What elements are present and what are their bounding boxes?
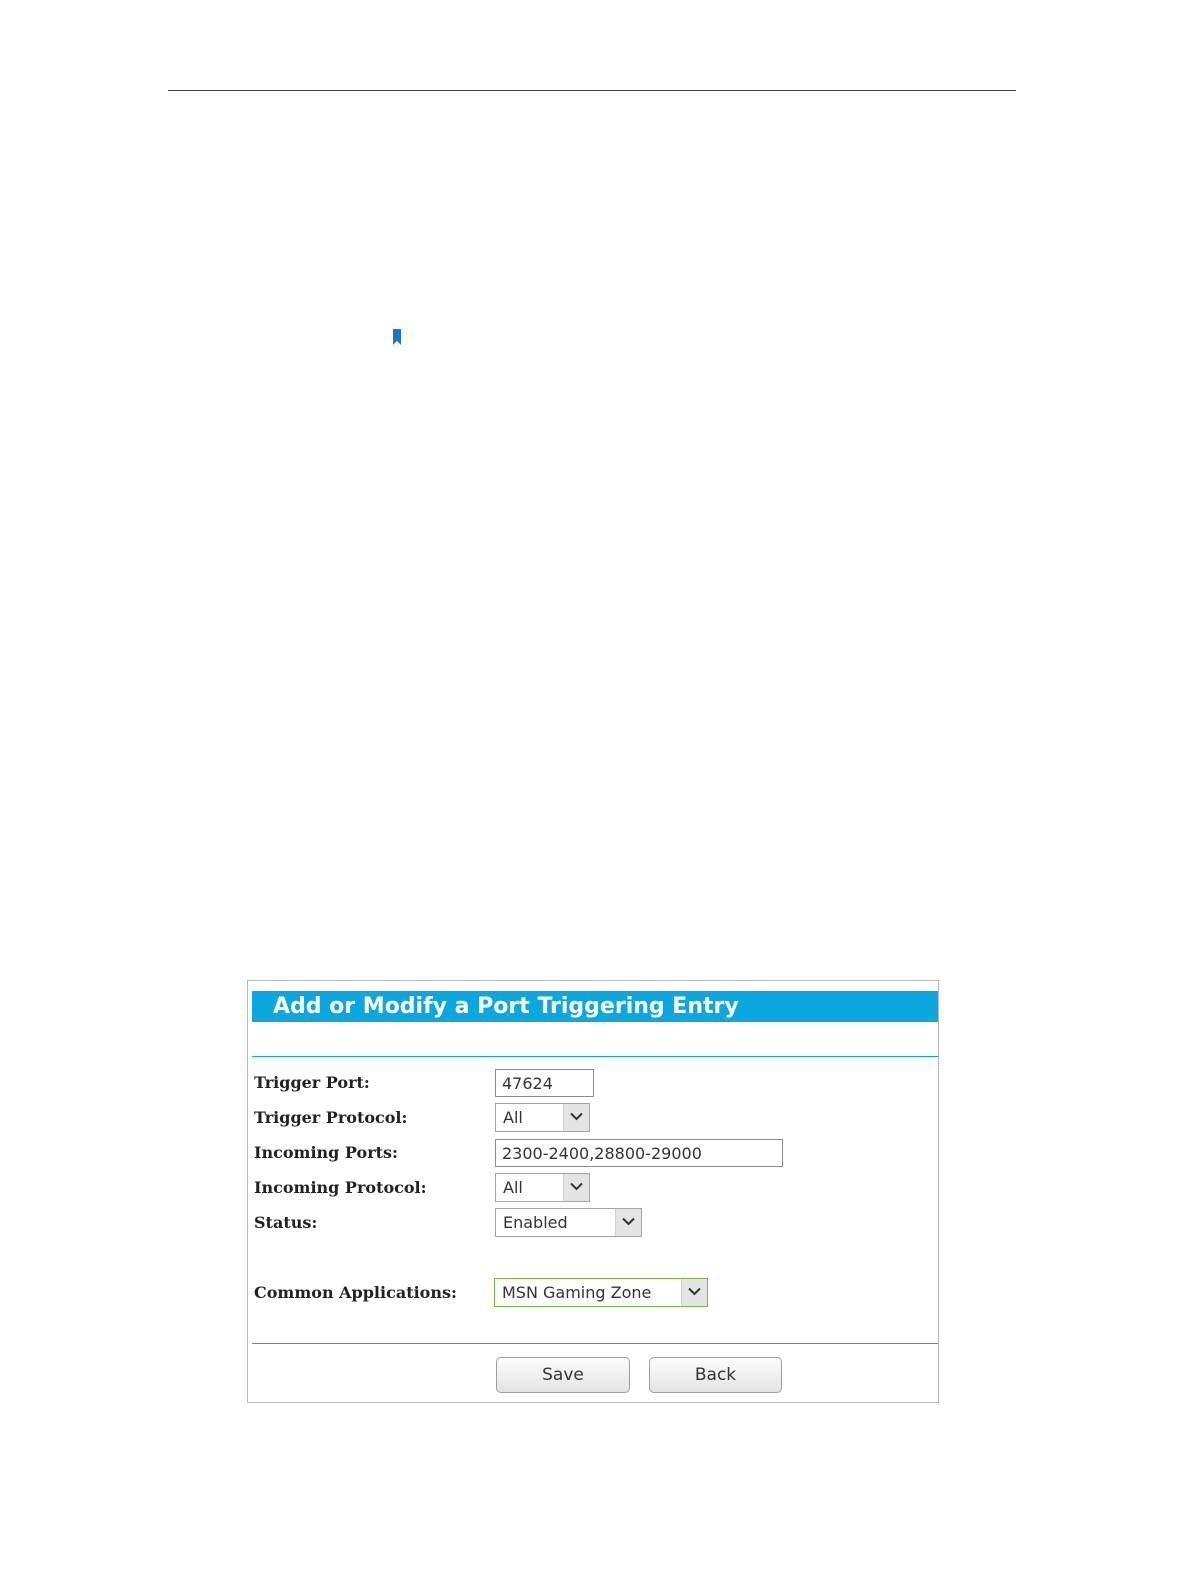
incoming-protocol-select[interactable]	[495, 1173, 590, 1202]
bookmark-icon	[392, 329, 402, 345]
chevron-down-icon[interactable]	[563, 1174, 589, 1201]
status-value: Enabled	[503, 1213, 568, 1232]
top-divider	[252, 1056, 938, 1057]
trigger-protocol-label: Trigger Protocol:	[254, 1108, 408, 1127]
common-applications-select[interactable]	[494, 1278, 708, 1307]
incoming-ports-input[interactable]	[495, 1139, 783, 1167]
common-applications-value: MSN Gaming Zone	[502, 1283, 652, 1302]
trigger-protocol-select[interactable]	[495, 1103, 590, 1132]
status-label: Status:	[254, 1213, 318, 1232]
header-rule	[168, 90, 1016, 91]
form-title: Add or Modify a Port Triggering Entry	[252, 991, 938, 1022]
status-select[interactable]	[495, 1208, 642, 1237]
bottom-divider	[252, 1343, 938, 1344]
chevron-down-icon[interactable]	[563, 1104, 589, 1131]
save-button[interactable]: Save	[496, 1357, 630, 1393]
trigger-protocol-value: All	[503, 1108, 523, 1127]
chevron-down-icon[interactable]	[681, 1279, 707, 1306]
trigger-port-label: Trigger Port:	[254, 1073, 370, 1092]
incoming-protocol-value: All	[503, 1178, 523, 1197]
common-applications-label: Common Applications:	[254, 1283, 457, 1302]
back-button[interactable]: Back	[649, 1357, 782, 1393]
incoming-protocol-label: Incoming Protocol:	[254, 1178, 427, 1197]
incoming-ports-label: Incoming Ports:	[254, 1143, 398, 1162]
trigger-port-input[interactable]	[495, 1069, 594, 1097]
port-triggering-form	[247, 980, 939, 1403]
chevron-down-icon[interactable]	[615, 1209, 641, 1236]
